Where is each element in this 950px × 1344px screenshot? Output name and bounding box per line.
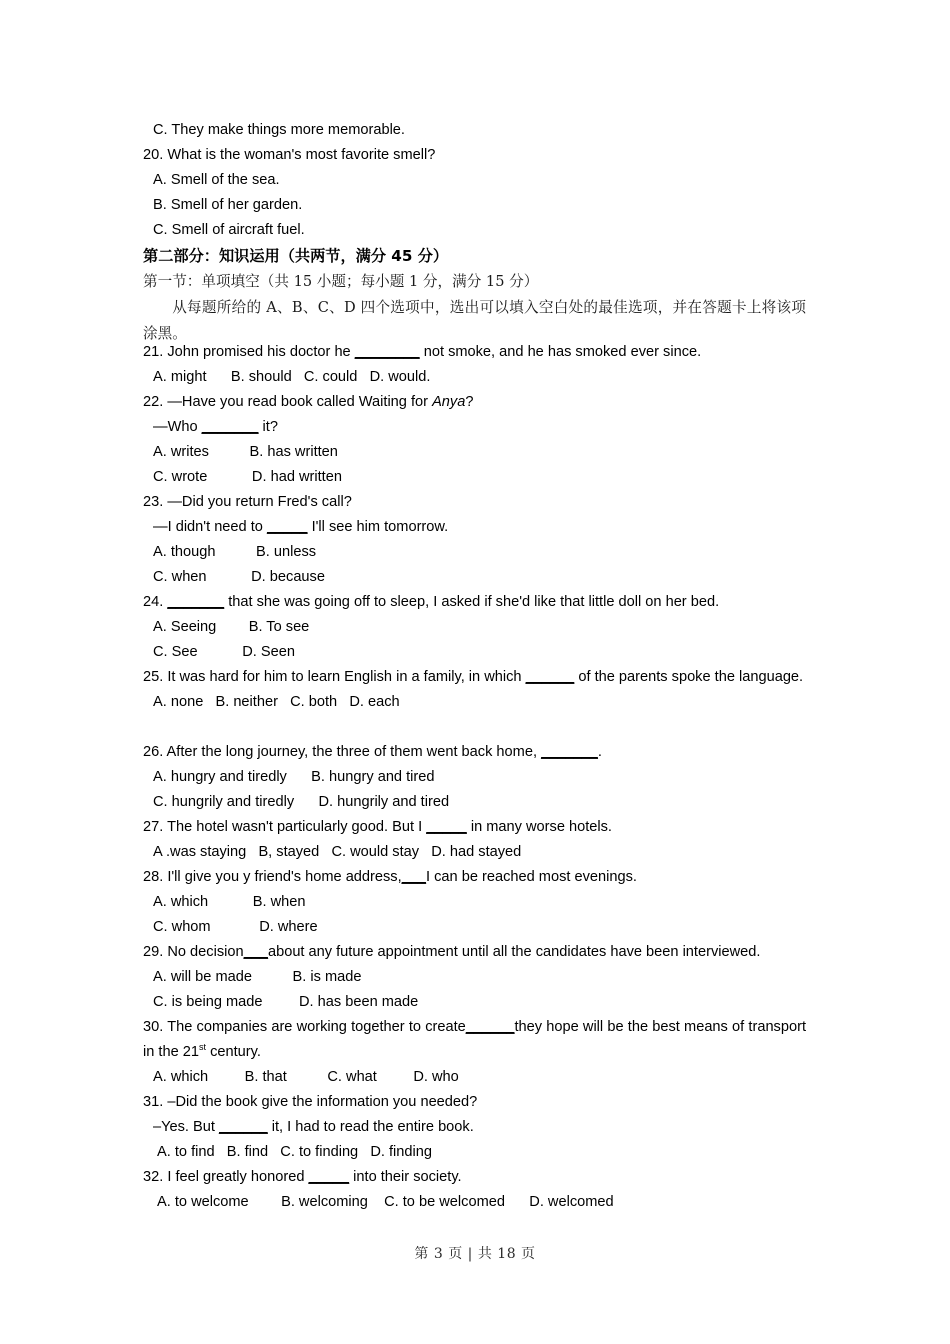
q24-blank: _______ bbox=[167, 594, 225, 610]
q24-stem: 24. _______ that she was going off to sleep, I asked if she'd like that little doll on her bed. bbox=[143, 594, 720, 610]
question-29 bbox=[143, 940, 806, 1015]
q23-stem-line2: —I didn't need to _____ I'll see him tomorrow. bbox=[153, 519, 449, 535]
q28-stem: 28. I'll give you y friend's home address,___I can be reached most evenings. bbox=[143, 869, 637, 885]
part-two-heading: 第二部分：知识运用（共两节，满分 45 分） bbox=[143, 247, 449, 265]
question-31 bbox=[143, 1090, 806, 1165]
q28-options-row1: A. which B. when bbox=[153, 894, 306, 910]
q21-stem: 21. John promised his doctor he ________ not smoke, and he has smoked ever since. bbox=[143, 344, 702, 360]
q23-stem: 23. —Did you return Fred's call? bbox=[143, 494, 352, 510]
q20-option-b: B. Smell of her garden. bbox=[153, 197, 303, 213]
q25-options: A. none B. neither C. both D. each bbox=[153, 694, 400, 710]
listening-tail-block bbox=[143, 118, 806, 243]
q25-blank: ______ bbox=[525, 669, 575, 685]
page-footer: 第 3 页 | 共 18 页 bbox=[414, 1246, 536, 1262]
question-23 bbox=[143, 490, 806, 590]
question-30 bbox=[143, 1015, 811, 1090]
q31-stem: 31. –Did the book give the information you needed? bbox=[143, 1094, 478, 1110]
q19-option-c: C. They make things more memorable. bbox=[153, 122, 405, 138]
q27-blank: _____ bbox=[426, 819, 467, 835]
q29-options-row1: A. will be made B. is made bbox=[153, 969, 362, 985]
question-25 bbox=[143, 665, 806, 715]
question-24 bbox=[143, 590, 806, 665]
section-one-instruction: 从每题所给的 A、B、C、D 四个选项中，选出可以填入空白处的最佳选项，并在答题卡上将该项涂黑。 bbox=[143, 299, 806, 342]
q23-options-row2: C. when D. because bbox=[153, 569, 325, 585]
question-28 bbox=[143, 865, 806, 940]
section-one-heading: 第一节：单项填空（共 15 小题；每小题 1 分，满分 15 分） bbox=[143, 273, 539, 290]
q26-options-row1: A. hungry and tiredly B. hungry and tired bbox=[153, 769, 435, 785]
q31-stem-line2: –Yes. But ______ it, I had to read the entire book. bbox=[153, 1119, 474, 1135]
q29-stem: 29. No decision___about any future appointment until all the candidates have been interviewed. bbox=[143, 944, 761, 960]
q22-options-row2: C. wrote D. had written bbox=[153, 469, 342, 485]
q23-options-row1: A. though B. unless bbox=[153, 544, 317, 560]
q21-options: A. might B. should C. could D. would. bbox=[153, 369, 431, 385]
question-21 bbox=[143, 340, 806, 390]
q25-stem: 25. It was hard for him to learn English in a family, in which ______ of the parents spoke the language. bbox=[143, 669, 804, 685]
question-27 bbox=[143, 815, 806, 865]
q24-options-row1: A. Seeing B. To see bbox=[153, 619, 310, 635]
q31-options: A. to find B. find C. to finding D. finding bbox=[157, 1144, 432, 1160]
q23-blank: _____ bbox=[266, 519, 308, 535]
q27-options: A .was staying B, stayed C. would stay D. had stayed bbox=[153, 844, 522, 860]
q20-option-c: C. Smell of aircraft fuel. bbox=[153, 222, 305, 238]
q30-blank: ______ bbox=[465, 1019, 515, 1035]
q22-stem-line2: —Who _______ it? bbox=[153, 419, 278, 435]
q26-options-row2: C. hungrily and tiredly D. hungrily and tired bbox=[153, 794, 450, 810]
q31-blank: ______ bbox=[219, 1119, 268, 1135]
question-26 bbox=[143, 740, 806, 815]
q21-blank: ________ bbox=[354, 344, 420, 360]
q20-stem: 20. What is the woman's most favorite smell? bbox=[143, 147, 436, 163]
q29-blank: ___ bbox=[243, 944, 268, 960]
q32-blank: _____ bbox=[308, 1169, 350, 1185]
q32-options: A. to welcome B. welcoming C. to be welcomed D. welcomed bbox=[157, 1194, 614, 1210]
q30-ordinal-suffix: st bbox=[199, 1042, 207, 1053]
question-32 bbox=[143, 1165, 806, 1215]
q30-stem: 30. The companies are working together to create______they hope will be the best means of transport in the 21st century. bbox=[143, 1019, 811, 1060]
q22-book-title: Anya bbox=[432, 394, 466, 410]
q26-blank: _______ bbox=[541, 744, 598, 760]
question-22 bbox=[143, 390, 806, 490]
q22-options-row1: A. writes B. has written bbox=[153, 444, 338, 460]
q27-stem: 27. The hotel wasn't particularly good. But I _____ in many worse hotels. bbox=[143, 819, 612, 835]
q29-options-row2: C. is being made D. has been made bbox=[153, 994, 419, 1010]
q20-option-a: A. Smell of the sea. bbox=[153, 172, 280, 188]
q22-stem: 22. —Have you read book called Waiting for Anya? bbox=[143, 394, 474, 410]
q32-stem: 32. I feel greatly honored _____ into their society. bbox=[143, 1169, 462, 1185]
q28-options-row2: C. whom D. where bbox=[153, 919, 318, 935]
exam-page bbox=[143, 0, 811, 1344]
q22-blank: _______ bbox=[201, 419, 259, 435]
q24-options-row2: C. See D. Seen bbox=[153, 644, 295, 660]
q28-blank: ___ bbox=[401, 869, 427, 885]
q30-options: A. which B. that C. what D. who bbox=[153, 1069, 459, 1085]
part-two-heading-block bbox=[143, 243, 806, 347]
q26-stem: 26. After the long journey, the three of them went back home, _______. bbox=[143, 744, 602, 760]
